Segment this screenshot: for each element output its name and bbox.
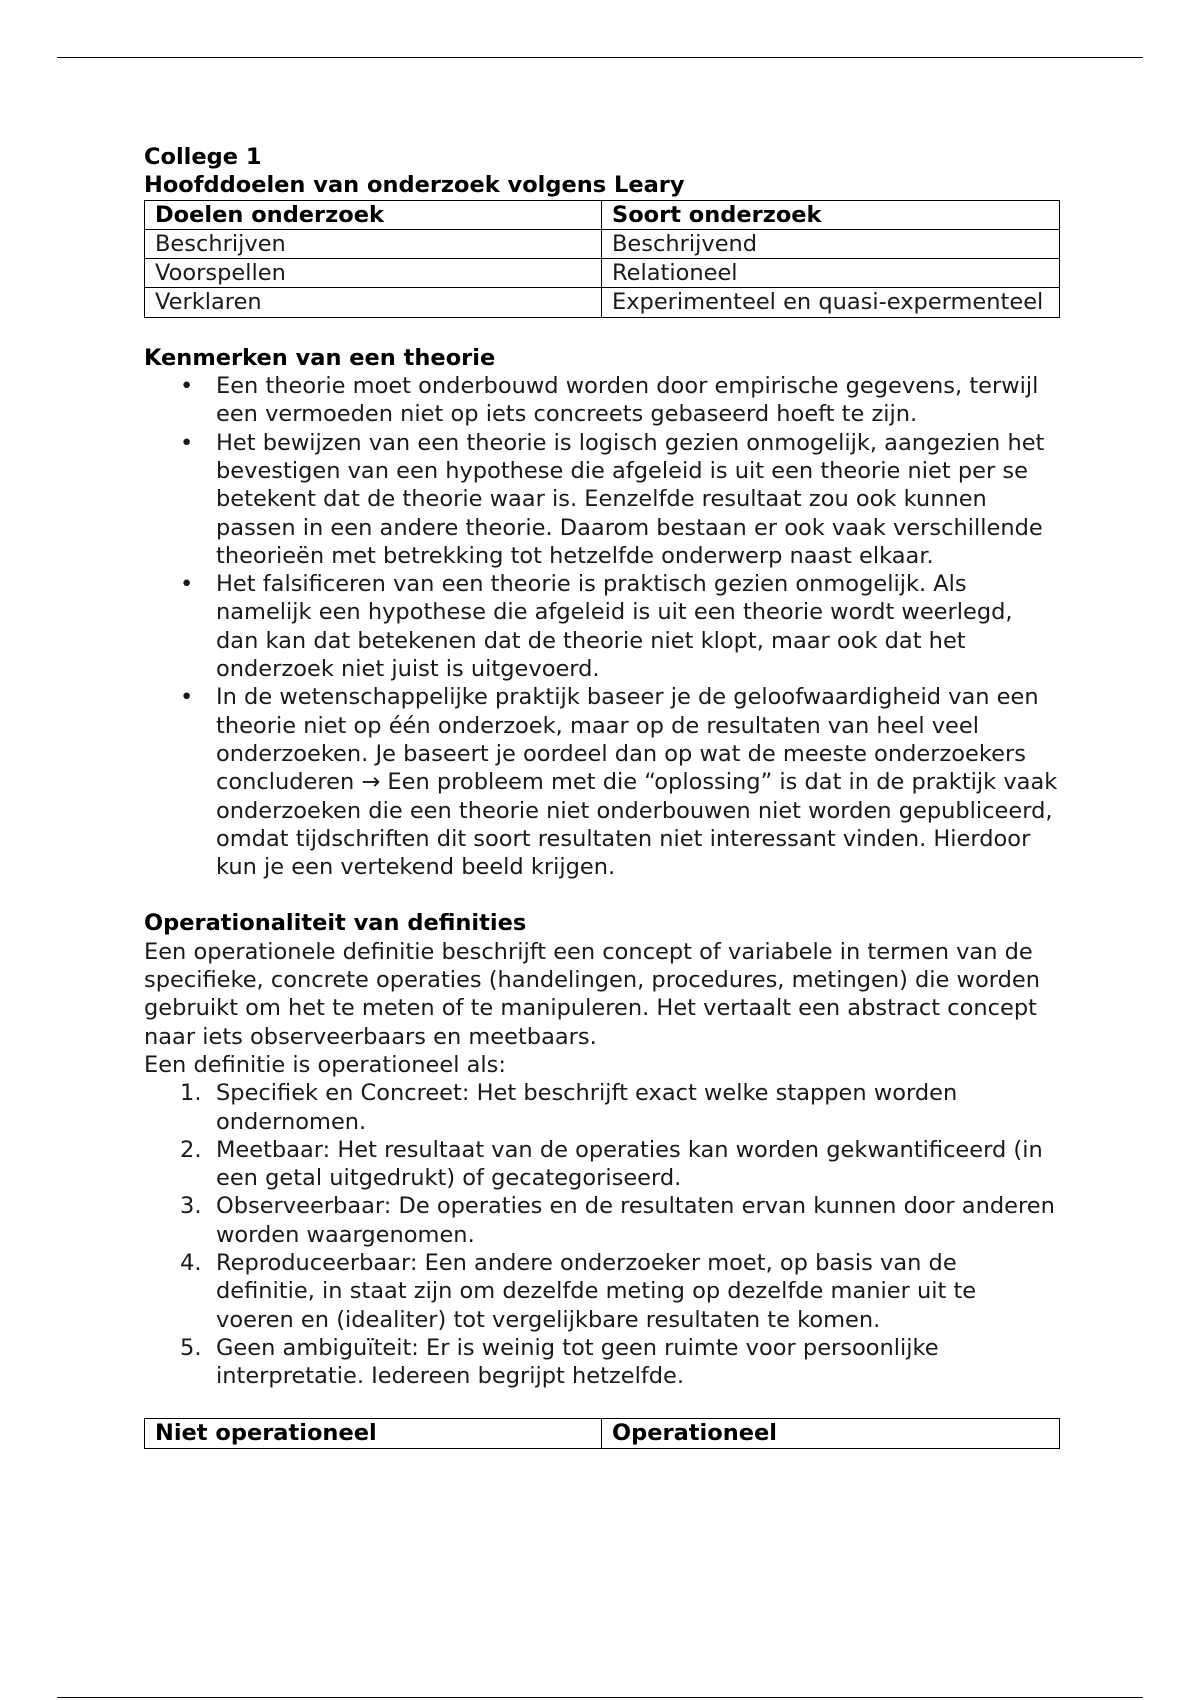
table-cell: Beschrijven [145, 229, 602, 258]
list-item [180, 1192, 1059, 1249]
list-item [180, 1334, 1059, 1391]
table-header-cell: Niet operationeel [145, 1419, 602, 1448]
table-row [145, 288, 1060, 317]
operational-criteria-list [144, 1079, 1059, 1390]
table-cell: Beschrijvend [602, 229, 1060, 258]
table-cell: Voorspellen [145, 259, 602, 288]
spacer [144, 1390, 1059, 1418]
theory-bullet-list [144, 372, 1059, 881]
list-number: 1. [180, 1080, 202, 1107]
table-row [145, 259, 1060, 288]
operational-comparison-table [144, 1418, 1060, 1448]
section-heading-operationality: Operationaliteit van definities [144, 910, 527, 937]
list-item: • Het bewijzen van een theorie is logisch gezien onmogelijk, aangezien het bevestigen van een hypothese die afgeleid is uit een theorie niet per se betekent dat de theorie waar is. Eenzelfde resultaat zou ook kunnen passen in een andere theorie. Daarom bestaan er ook vaak verschillende theorieën met betrekking tot hetzelfde onderwerp naast elkaar. [216, 429, 1059, 570]
table-header-cell: Operationeel [602, 1419, 1060, 1448]
operational-intro: Een definitie is operationeel als: [144, 1051, 506, 1078]
table-row [145, 229, 1060, 258]
table-header-cell: Soort onderzoek [602, 200, 1060, 229]
table-header-row [145, 200, 1060, 229]
list-item-text: Reproduceerbaar: Een andere onderzoeker moet, op basis van de definitie, in staat zijn om dezelfde meting op dezelfde manier uit te voeren en (idealiter) tot vergelijkbare resultaten te komen. [216, 1249, 977, 1333]
section-heading-leary: Hoofddoelen van onderzoek volgens Leary [144, 172, 685, 199]
list-item: • Het falsificeren van een theorie is praktisch gezien onmogelijk. Als namelijk een hypothese die afgeleid is uit een theorie wordt weerlegd, dan kan dat betekenen dat de theorie niet klopt, maar ook dat het onderzoek niet juist is uitgevoerd. [216, 570, 1059, 683]
top-rule [57, 57, 1143, 58]
table-cell: Verklaren [145, 288, 602, 317]
table-cell: Relationeel [602, 259, 1060, 288]
list-number: 4. [180, 1249, 202, 1276]
operational-definition-paragraph: Een operationele definitie beschrijft een concept of variabele in termen van de specifieke, concrete operaties (handelingen, procedures, metingen) die worden gebruikt om het te meten of te manipuleren. Het vertaalt een abstract concept naar iets observeerbaars en meetbaars. [144, 938, 1040, 1050]
list-item-text: Geen ambiguïteit: Er is weinig tot geen ruimte voor persoonlijke interpretatie. Iedereen begrijpt hetzelfde. [216, 1334, 939, 1390]
college-title: College 1 [144, 144, 262, 170]
list-item-text: Meetbaar: Het resultaat van de operaties kan worden gekwantificeerd (in een getal uitgedrukt) of gecategoriseerd. [216, 1136, 1043, 1192]
bottom-rule [57, 1697, 1143, 1698]
section-heading-theory: Kenmerken van een theorie [144, 344, 496, 371]
list-item: • Een theorie moet onderbouwd worden door empirische gegevens, terwijl een vermoeden niet op iets concreets gebaseerd hoeft te zijn. [216, 372, 1059, 429]
table-header-row [145, 1419, 1060, 1448]
list-item-text: Observeerbaar: De operaties en de resultaten ervan kunnen door anderen worden waargenomen. [216, 1193, 1055, 1248]
list-item [180, 1249, 1059, 1334]
spacer [144, 318, 1059, 344]
document-body [144, 143, 1059, 1449]
list-number: 3. [180, 1193, 202, 1220]
spacer [144, 881, 1059, 909]
list-number: 2. [180, 1136, 202, 1163]
list-number: 5. [180, 1334, 202, 1361]
list-item-text: Specifiek en Concreet: Het beschrijft exact welke stappen worden ondernomen. [216, 1080, 958, 1135]
list-item [180, 1079, 1059, 1136]
table-cell: Experimenteel en quasi-expermenteel [602, 288, 1060, 317]
research-goals-table [144, 200, 1060, 318]
table-header-cell: Doelen onderzoek [145, 200, 602, 229]
list-item: • In de wetenschappelijke praktijk baseer je de geloofwaardigheid van een theorie niet op één onderzoek, maar op de resultaten van heel veel onderzoeken. Je baseert je oordeel dan op wat de meeste onderzoekers concluderen → Een probleem met die “oplossing” is dat in de praktijk vaak onderzoeken die een theorie niet onderbouwen niet worden gepubliceerd, omdat tijdschriften dit soort resultaten niet interessant vinden. Hierdoor kun je een vertekend beeld krijgen. [216, 683, 1059, 881]
list-item [180, 1136, 1059, 1193]
